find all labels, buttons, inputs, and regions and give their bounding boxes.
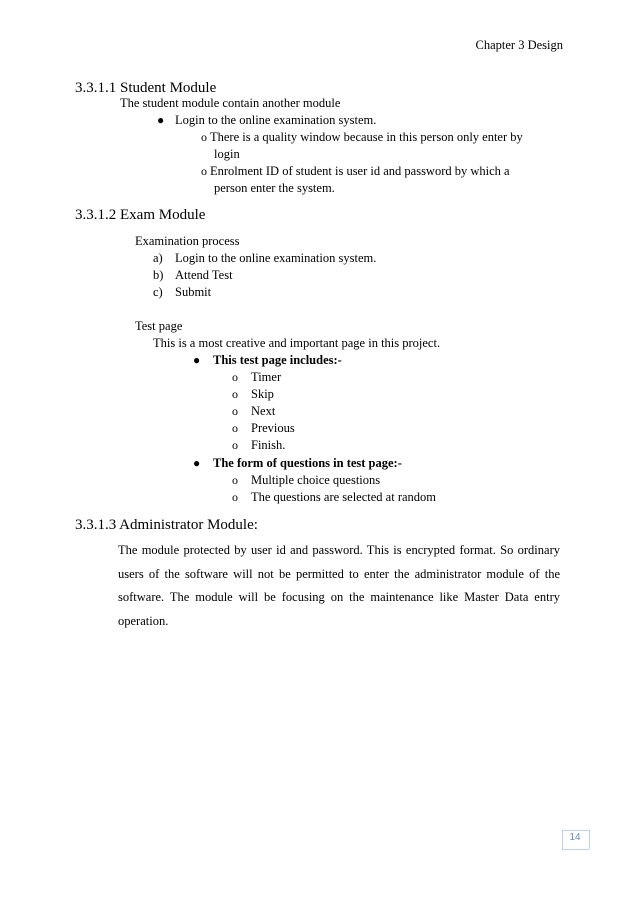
bullet-icon: ● [157, 113, 165, 127]
step-marker: a) [153, 251, 163, 265]
includes-item: Skip [251, 387, 274, 401]
student-sub2-line2: person enter the system. [214, 181, 335, 195]
step-marker: c) [153, 285, 163, 299]
form-item: The questions are selected at random [251, 490, 436, 504]
chapter-header: Chapter 3 Design [475, 38, 563, 52]
includes-item: Previous [251, 421, 295, 435]
circle-bullet-icon: o [232, 490, 238, 504]
student-sub1-line1: There is a quality window because in this person only enter by [210, 130, 523, 144]
student-bullet-text: Login to the online examination system. [175, 113, 377, 127]
step-text: Login to the online examination system. [175, 251, 377, 265]
circle-bullet-icon: o [201, 164, 207, 178]
test-page-description: This is a most creative and important page in this project. [153, 336, 441, 350]
includes-item: Finish. [251, 438, 286, 452]
page-number: 14 [569, 832, 581, 843]
circle-bullet-icon: o [232, 438, 238, 452]
form-item: Multiple choice questions [251, 473, 381, 487]
step-marker: b) [153, 268, 164, 282]
student-module-intro: The student module contain another module [120, 96, 341, 110]
exam-module-heading: 3.3.1.2 Exam Module [75, 207, 206, 223]
circle-bullet-icon: o [232, 421, 238, 435]
bullet-icon: ● [193, 456, 201, 470]
examination-process-label: Examination process [135, 234, 240, 248]
step-text: Attend Test [175, 268, 233, 282]
includes-item: Timer [251, 370, 282, 384]
student-sub2-line1: Enrolment ID of student is user id and password by which a [210, 164, 510, 178]
student-module-heading: 3.3.1.1 Student Module [75, 80, 217, 96]
circle-bullet-icon: o [232, 387, 238, 401]
includes-item: Next [251, 404, 276, 418]
includes-heading: This test page includes:- [213, 353, 342, 367]
form-heading: The form of questions in test page:- [213, 456, 402, 470]
bullet-icon: ● [193, 353, 201, 367]
circle-bullet-icon: o [232, 473, 238, 487]
step-text: Submit [175, 285, 212, 299]
admin-module-paragraph: The module protected by user id and password. This is encrypted format. So ordinary users of the software will not be permitted to enter the administrator module of the software. The module will be focusing on the maintenance like Master Data entry operation. [118, 543, 560, 628]
circle-bullet-icon: o [201, 130, 207, 144]
circle-bullet-icon: o [232, 370, 238, 384]
admin-module-heading: 3.3.1.3 Administrator Module: [75, 517, 258, 533]
test-page-label: Test page [135, 319, 183, 333]
circle-bullet-icon: o [232, 404, 238, 418]
student-sub1-line2: login [214, 147, 240, 161]
